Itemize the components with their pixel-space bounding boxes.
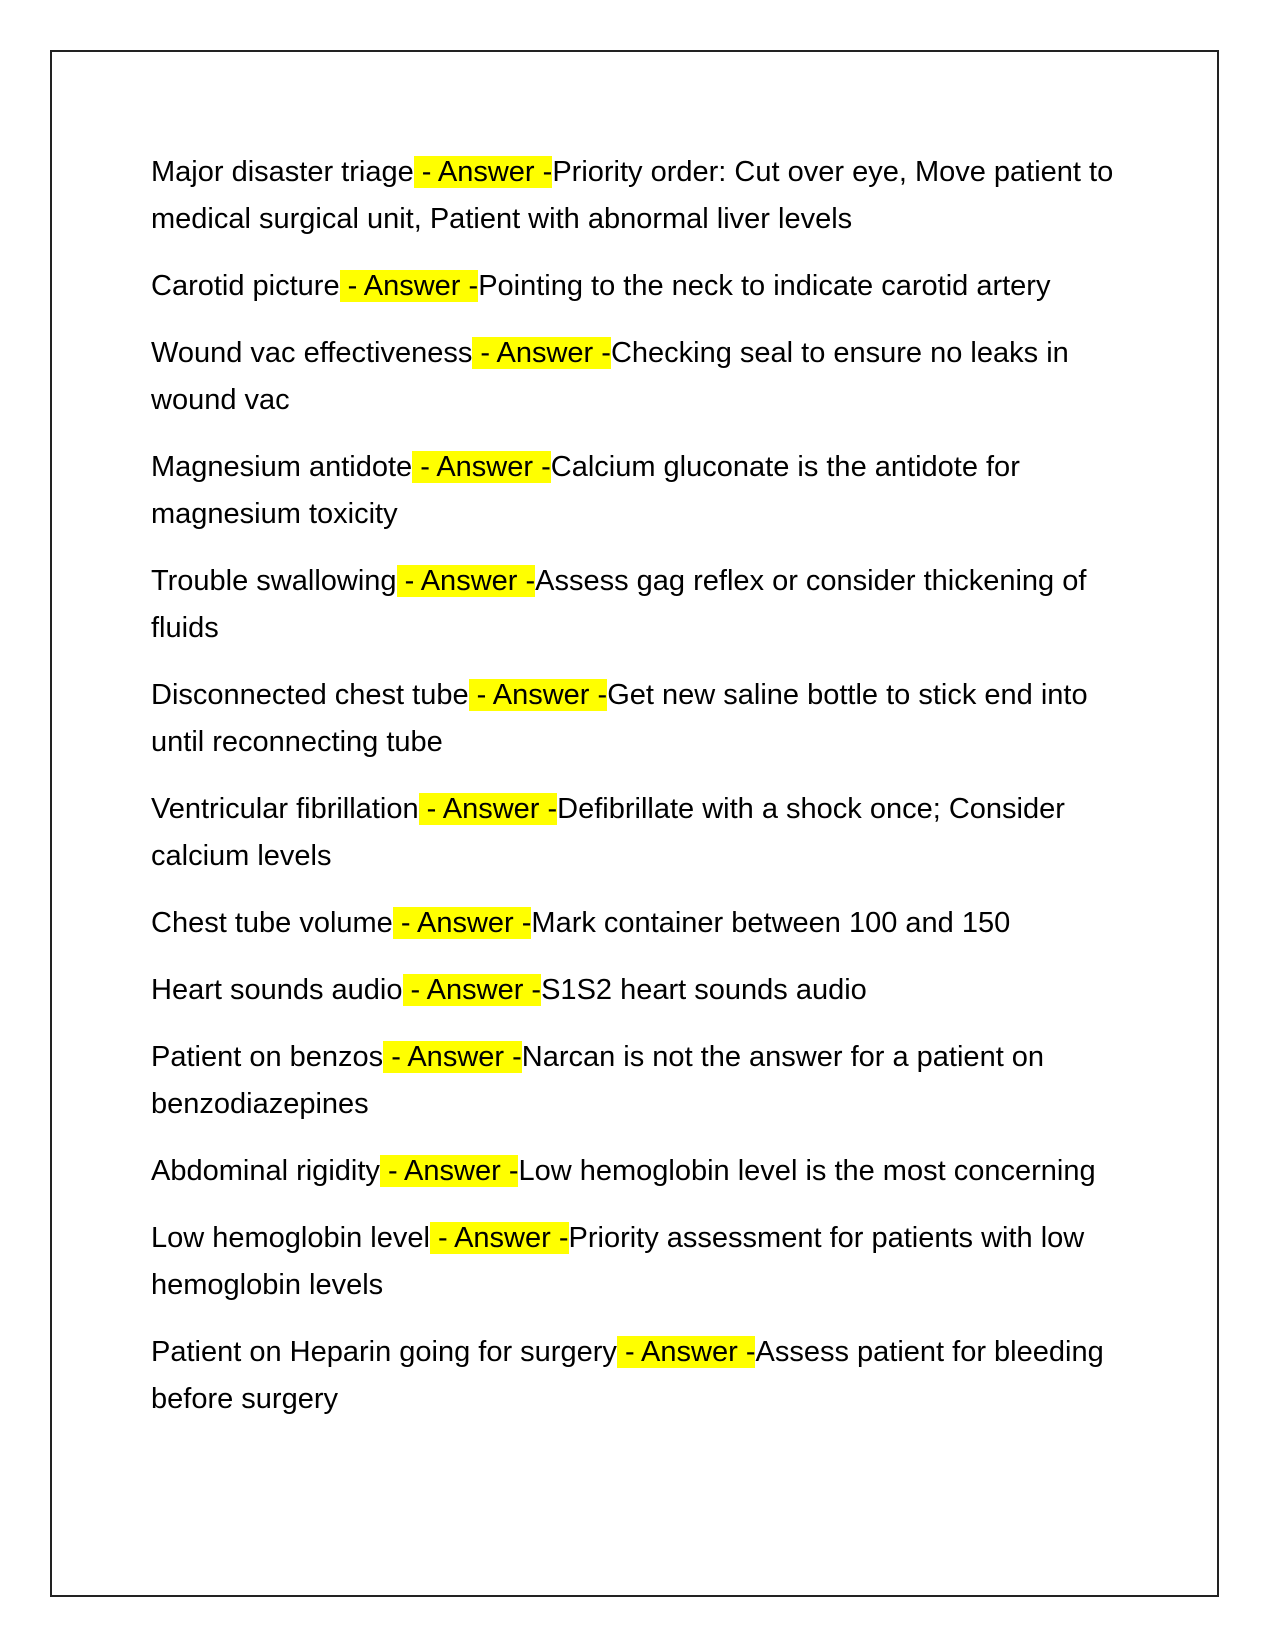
- question-text: Heart sounds audio: [151, 974, 403, 1006]
- answer-separator: - Answer -: [418, 793, 558, 825]
- qa-item: [151, 672, 1141, 766]
- qa-item: [151, 1329, 1141, 1423]
- answer-separator: - Answer -: [412, 451, 551, 483]
- question-text: Carotid picture: [151, 270, 340, 302]
- qa-item: [151, 967, 1141, 1014]
- question-text: Major disaster triage: [151, 156, 414, 188]
- question-text: Disconnected chest tube: [151, 679, 469, 711]
- answer-separator: - Answer -: [339, 270, 479, 302]
- question-text: Trouble swallowing: [151, 565, 397, 597]
- qa-item: [151, 263, 1141, 310]
- qa-item: [151, 1215, 1141, 1309]
- answer-text: Assess patient for bleeding before surgery: [151, 1336, 1104, 1415]
- answer-text: Narcan is not the answer for a patient on benzodiazepines: [151, 1041, 1045, 1120]
- answer-separator: - Answer -: [472, 337, 611, 369]
- answer-separator: - Answer -: [468, 679, 608, 711]
- answer-text: Checking seal to ensure no leaks in wound vac: [151, 337, 1069, 416]
- qa-item: [151, 786, 1141, 880]
- qa-item: [151, 330, 1141, 424]
- answer-text: Assess gag reflex or consider thickening of fluids: [151, 565, 1087, 644]
- question-text: Chest tube volume: [151, 907, 393, 939]
- question-text: Low hemoglobin level: [151, 1222, 430, 1254]
- answer-separator: - Answer -: [402, 974, 542, 1006]
- answer-separator: - Answer -: [383, 1041, 522, 1073]
- question-text: Patient on Heparin going for surgery: [151, 1336, 617, 1368]
- answer-separator: - Answer -: [413, 156, 553, 188]
- question-text: Wound vac effectiveness: [151, 337, 473, 369]
- qa-item: [151, 444, 1141, 538]
- question-text: Magnesium antidote: [151, 451, 413, 483]
- answer-separator: - Answer -: [379, 1155, 519, 1187]
- answer-text: Priority assessment for patients with low hemoglobin levels: [151, 1222, 1085, 1301]
- answer-text: S1S2 heart sounds audio: [541, 974, 867, 1006]
- document-body: [151, 149, 1141, 1443]
- qa-item: [151, 558, 1141, 652]
- question-text: Patient on benzos: [151, 1041, 384, 1073]
- answer-text: Pointing to the neck to indicate carotid artery: [478, 270, 1051, 302]
- answer-text: Priority order: Cut over eye, Move patient to medical surgical unit, Patient with abnormal liver levels: [151, 156, 1114, 235]
- answer-text: Low hemoglobin level is the most concerning: [518, 1155, 1096, 1187]
- answer-separator: - Answer -: [616, 1336, 756, 1368]
- question-text: Ventricular fibrillation: [151, 793, 419, 825]
- answer-separator: - Answer -: [396, 565, 536, 597]
- answer-text: Defibrillate with a shock once; Consider calcium levels: [151, 793, 1065, 872]
- question-text: Abdominal rigidity: [151, 1155, 380, 1187]
- qa-item: [151, 149, 1141, 243]
- qa-item: [151, 1148, 1141, 1195]
- answer-separator: - Answer -: [392, 907, 532, 939]
- qa-item: [151, 1034, 1141, 1128]
- answer-separator: - Answer -: [429, 1222, 569, 1254]
- answer-text: Calcium gluconate is the antidote for magnesium toxicity: [151, 451, 1020, 530]
- answer-text: Get new saline bottle to stick end into until reconnecting tube: [151, 679, 1088, 758]
- qa-item: [151, 900, 1141, 947]
- answer-text: Mark container between 100 and 150: [531, 907, 1011, 939]
